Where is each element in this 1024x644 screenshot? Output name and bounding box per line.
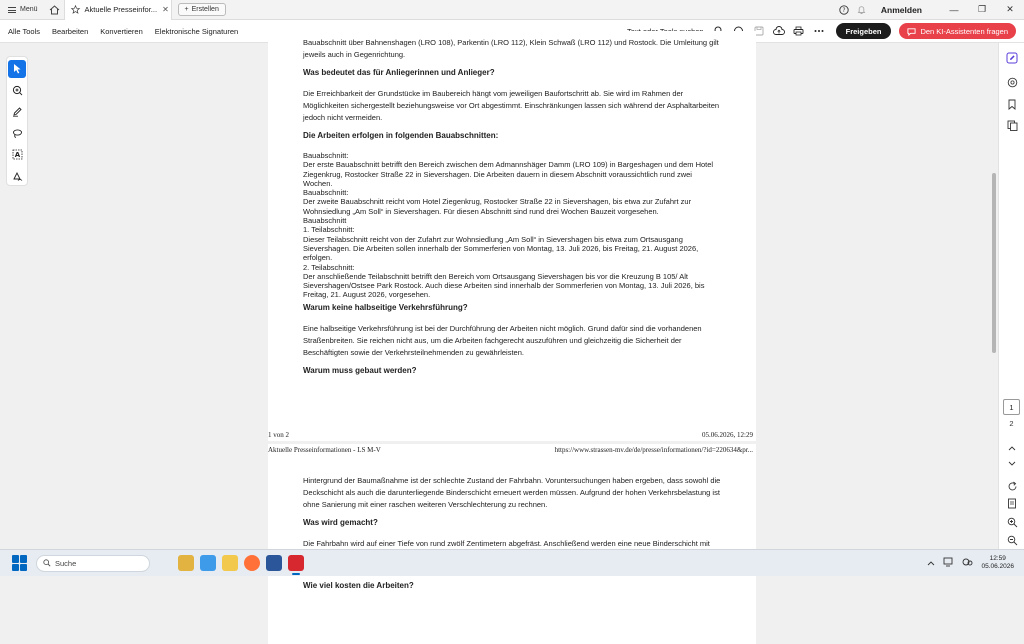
chevron-down-icon[interactable] — [1005, 457, 1019, 471]
construction-sections — [303, 151, 723, 300]
text-box-icon — [12, 149, 23, 160]
heading-halfside: Warum keine halbseitige Verkehrsführung? — [303, 302, 468, 312]
rotate-icon[interactable] — [1005, 479, 1019, 493]
paragraph-neighbors: Die Erreichbarkeit der Grundstücke im Baubereich hängt vom jeweiligen Baufortschritt ab. Sie wird im Rahmen der Möglichkeiten sichergestellt beziehungsweise vor Ort abgestimmt. Einschränkungen lassen sich während der Asphaltarbeiten jedoch nicht vermeiden. — [303, 89, 720, 122]
section-1-label: Bauabschnitt: — [303, 151, 349, 160]
subsection-1-label: 1. Teilabschnitt: — [303, 225, 355, 235]
quick-tools-panel — [6, 56, 28, 186]
taskbar-clock[interactable] — [981, 555, 1014, 571]
ai-assistant-icon — [907, 27, 916, 36]
taskbar-search-label: Suche — [55, 558, 77, 568]
windows-taskbar — [0, 549, 1024, 576]
lasso-icon — [12, 128, 23, 139]
upload-cloud-icon[interactable] — [770, 22, 788, 40]
paragraph-detour: Bauabschnitt über Bahnenshagen (LRO 108), Parkentin (LRO 112), Klein Schwaß (LRO 112) und Rostock. Die Umleitung gilt jeweils auch in Gegenrichtung. — [303, 38, 719, 59]
menu-button[interactable] — [0, 0, 46, 20]
right-rail — [998, 43, 1024, 549]
scrollbar-thumb[interactable] — [992, 173, 996, 353]
page-footer-right: 05.06.2026, 12:29 — [702, 431, 753, 439]
title-bar — [0, 0, 1024, 20]
create-button[interactable] — [178, 3, 226, 16]
toolbar-item-edit[interactable]: Bearbeiten — [51, 26, 89, 36]
windows-start-icon[interactable] — [12, 555, 28, 571]
hamburger-icon — [8, 7, 16, 13]
heading-sections: Die Arbeiten erfolgen in folgenden Bauabschnitten: — [303, 131, 499, 140]
firefox-icon[interactable] — [244, 555, 260, 571]
fit-page-icon[interactable] — [1005, 496, 1019, 510]
pdf-page-2 — [268, 444, 756, 644]
total-pages: 2 — [1009, 419, 1014, 428]
cursor-icon — [13, 63, 22, 74]
settings-tray-icon[interactable] — [962, 557, 973, 569]
tab-title: Aktuelle Presseinfor... — [84, 5, 158, 14]
heading-why: Warum muss gebaut werden? — [303, 365, 417, 375]
heading-cost: Wie viel kosten die Arbeiten? — [303, 581, 414, 590]
menu-label: Menü — [20, 6, 38, 13]
text-tool[interactable] — [8, 146, 26, 164]
page-footer-left: 1 von 2 — [268, 431, 289, 439]
section-2-text: Der zweite Bauabschnitt reicht vom Hotel Ziegenkrug, Rostocker Straße 22 in Sievershagen, bis etwa zur Zufahrt zur Wohnsiedlung „Am Soll“ in Sievershagen. Für diesen Abschnitt sind rund drei Wochen Bauzeit vorgesehen. — [303, 197, 692, 216]
page-header-left: Aktuelle Presseinformationen - LS M-V — [268, 446, 381, 454]
subsection-1-text: Dieser Teilabschnitt reicht von der Zufahrt zur Wohnsiedlung „Am Soll“ in Sievershagen bis etwa zum Ortsausgang Sievershagen. Die Arbeiten sollen innerhalb der Sommerferien von Montag, 13. Juli 2026, bis Freitag, 21. August 2026, erfolgen. — [303, 234, 699, 263]
draw-tool[interactable] — [8, 125, 26, 143]
sign-tool[interactable] — [8, 168, 26, 186]
close-tab-icon[interactable]: ✕ — [162, 5, 169, 14]
store-icon[interactable] — [200, 555, 216, 571]
pages-icon[interactable] — [1005, 118, 1019, 132]
star-icon[interactable] — [71, 5, 80, 14]
share-button[interactable]: Freigeben — [836, 23, 892, 39]
plus-icon: + — [184, 6, 189, 13]
subsection-2-label: 2. Teilabschnitt: — [303, 262, 355, 272]
file-explorer-icon[interactable] — [178, 555, 194, 571]
edit-pdf-icon[interactable] — [1005, 51, 1019, 65]
pdf-page-1 — [268, 31, 756, 441]
ai-assistant-button[interactable] — [899, 23, 1016, 39]
paragraph-background: Hintergrund der Baumaßnahme ist der schlechte Zustand der Fahrbahn. Voruntersuchungen haben ergeben, dass sowohl die Deckschicht als auch die darunterliegende Binderschicht erneuert werden müssen. Aufgrund der hohen Verkehrsbelastung ist ohne Sanierung mit einer raschen weiteren Verschlechterung zu rechnen. — [303, 476, 721, 509]
network-icon[interactable] — [943, 557, 954, 569]
create-label: Erstellen — [191, 6, 219, 13]
subsection-2-text: Der anschließende Teilabschnitt betrifft den Bereich vom Ortsausgang Sievershagen bis vor die Kreuzung B 105/ Alt Sievershagen/Ostsee Park Rostock. Auch diese Arbeiten sind innerhalb der Sommerferien von Montag, 13. Juli 2026, bis Freitag, 21. August 2026, vorgesehen. — [303, 271, 705, 300]
bell-icon[interactable] — [853, 5, 871, 15]
current-page-input[interactable]: 1 — [1003, 399, 1020, 415]
pen-icon — [12, 106, 23, 117]
photos-icon[interactable] — [222, 555, 238, 571]
comment-icon[interactable] — [1005, 75, 1019, 89]
word-icon[interactable] — [266, 555, 282, 571]
acrobat-icon[interactable] — [288, 555, 304, 571]
toolbar-item-all-tools[interactable]: Alle Tools — [8, 26, 40, 36]
toolbar-item-convert[interactable]: Konvertieren — [100, 26, 143, 36]
toolbar-item-e-signatures[interactable]: Elektronische Signaturen — [154, 26, 239, 36]
select-tool[interactable] — [8, 60, 26, 78]
restore-icon[interactable]: ❐ — [977, 4, 987, 14]
more-options-icon[interactable] — [810, 22, 828, 40]
print-icon[interactable] — [790, 22, 808, 40]
signin-button[interactable]: Anmelden — [880, 4, 922, 15]
help-icon[interactable] — [835, 5, 853, 15]
clock-time: 12:59 — [989, 555, 1006, 562]
add-comment-tool[interactable] — [8, 82, 26, 100]
svg-text:?: ? — [842, 6, 846, 14]
svg-text:A: A — [14, 151, 20, 160]
bookmark-icon[interactable] — [1005, 97, 1019, 111]
close-window-icon[interactable]: ✕ — [1006, 4, 1014, 14]
home-icon[interactable] — [46, 0, 64, 20]
section-2-label: Bauabschnitt: — [303, 188, 349, 198]
paragraph-what: Die Fahrbahn wird auf einer Tiefe von rund zwölf Zentimetern abgefräst. Anschließend werden eine neue Binderschicht mit — [303, 539, 710, 548]
page-1-content — [303, 37, 723, 386]
taskbar-search[interactable] — [36, 555, 150, 572]
minimize-icon[interactable]: — — [949, 4, 959, 15]
page-header-right: https://www.strassen-mv.de/de/presse/informationen/?id=220634&pr... — [554, 446, 753, 454]
fill-sign-icon — [12, 171, 23, 182]
page-2-content — [303, 475, 723, 601]
ai-assistant-label: Den KI-Assistenten fragen — [920, 26, 1008, 36]
highlight-tool[interactable] — [8, 103, 26, 121]
zoom-out-icon[interactable] — [1005, 533, 1019, 547]
paragraph-halfside: Eine halbseitige Verkehrsführung ist bei der Durchführung der Arbeiten nicht möglich. Grund dafür sind die vorhandenen Straßenbreiten. Sie reichen nicht aus, um die Arbeiten fachgerecht auszuführen und gleichzeitig die Sicherheit der Beschäftigten sowie der Verkehrsteilnehmenden zu gewährleisten. — [303, 323, 702, 357]
zoom-comment-icon — [12, 85, 23, 96]
section-1-text: Der erste Bauabschnitt betrifft den Bereich zwischen dem Admannshäger Damm (LRO 109) in Bargeshagen und dem Hotel Ziegenkrug, Rostocker Straße 22 in Sievershagen. Die Arbeiten dauern in diesem Abschnitt voraussichtlich rund zwei Wochen. — [303, 160, 714, 188]
clock-date: 05.06.2026 — [981, 563, 1014, 570]
search-icon — [43, 559, 51, 567]
heading-neighbors: Was bedeutet das für Anliegerinnen und Anlieger? — [303, 68, 495, 77]
section-3-label: Bauabschnitt — [303, 216, 347, 226]
zoom-in-icon[interactable] — [1005, 515, 1019, 529]
heading-what: Was wird gemacht? — [303, 518, 378, 527]
tray-chevron-up-icon[interactable] — [927, 559, 935, 568]
chevron-up-icon[interactable] — [1005, 441, 1019, 455]
vertical-scrollbar[interactable] — [990, 43, 998, 549]
document-tab[interactable] — [64, 0, 172, 20]
